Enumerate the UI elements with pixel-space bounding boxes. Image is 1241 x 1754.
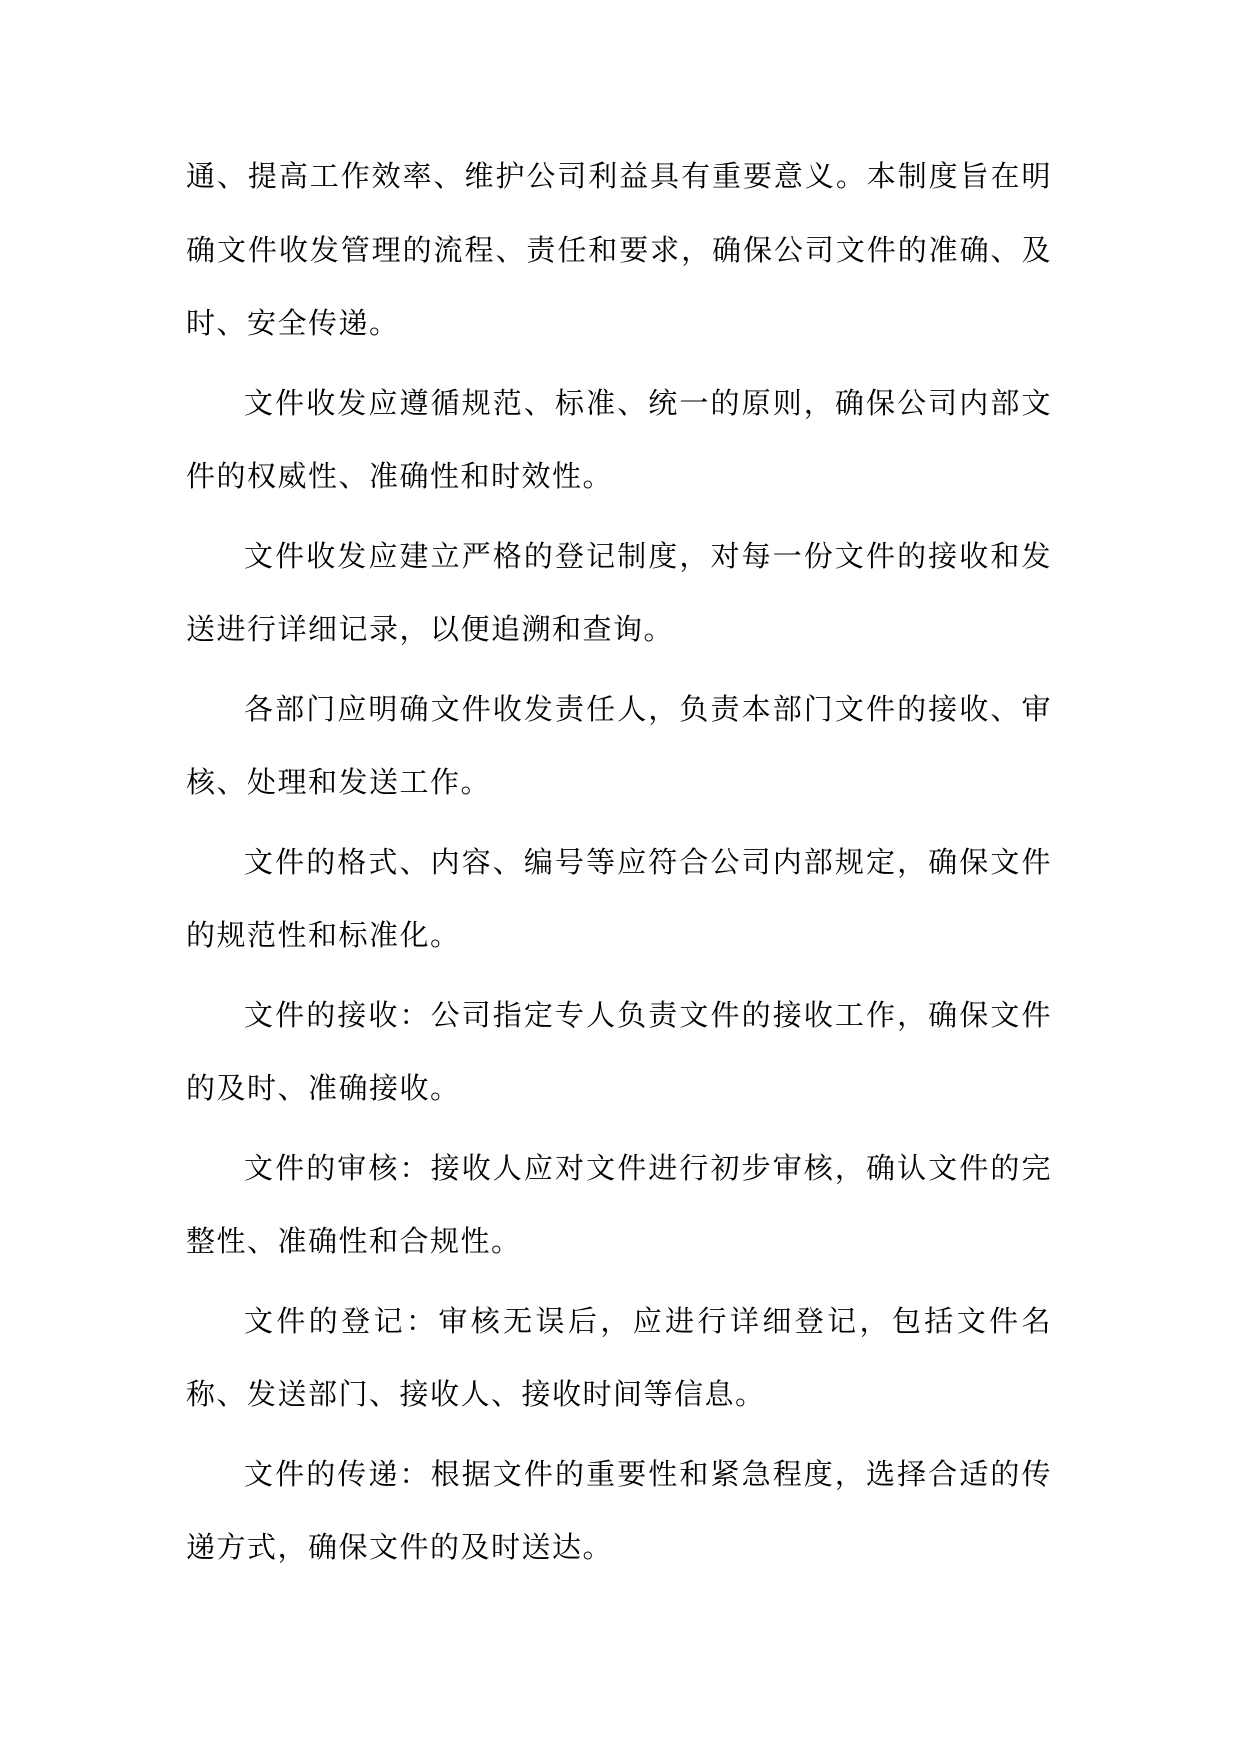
paragraph-1: 通、提高工作效率、维护公司利益具有重要意义。本制度旨在明确文件收发管理的流程、责任和要求，确保公司文件的准确、及时、安全传递。 — [186, 159, 1052, 340]
paragraph-2: 文件收发应遵循规范、标准、统一的原则，确保公司内部文件的权威性、准确性和时效性。 — [186, 385, 1052, 493]
document-body — [186, 140, 1052, 1591]
paragraph-6: 文件的接收：公司指定专人负责文件的接收工作，确保文件的及时、准确接收。 — [186, 997, 1052, 1105]
paragraph-7: 文件的审核：接收人应对文件进行初步审核，确认文件的完整性、准确性和合规性。 — [186, 1150, 1052, 1258]
paragraph-4: 各部门应明确文件收发责任人，负责本部门文件的接收、审核、处理和发送工作。 — [186, 691, 1052, 799]
paragraph-8: 文件的登记：审核无误后，应进行详细登记，包括文件名称、发送部门、接收人、接收时间等信息。 — [186, 1303, 1052, 1411]
paragraph-3: 文件收发应建立严格的登记制度，对每一份文件的接收和发送进行详细记录，以便追溯和查询。 — [186, 538, 1052, 646]
paragraph-9: 文件的传递：根据文件的重要性和紧急程度，选择合适的传递方式，确保文件的及时送达。 — [186, 1456, 1052, 1564]
paragraph-5: 文件的格式、内容、编号等应符合公司内部规定，确保文件的规范性和标准化。 — [186, 844, 1052, 952]
